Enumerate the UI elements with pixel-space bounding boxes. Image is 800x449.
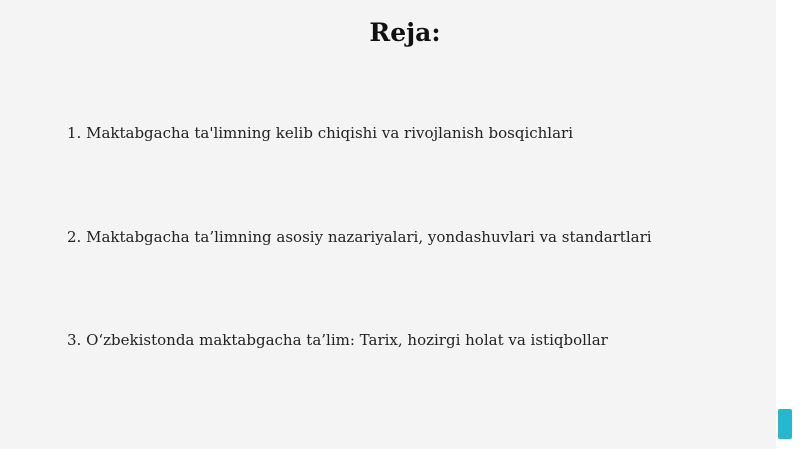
plan-item-1: 1. Maktabgacha ta'limning kelib chiqishi va rivojlanish bosqichlari (67, 124, 574, 142)
slide-title: Reja: (369, 18, 441, 47)
plan-item-2: 2. Maktabgacha ta’limning asosiy nazariyalari, yondashuvlari va standartlari (67, 228, 652, 246)
scrollbar-track[interactable] (776, 0, 800, 449)
scrollbar-thumb[interactable] (778, 409, 792, 439)
plan-item-3: 3. O‘zbekistonda maktabgacha ta’lim: Tarix, hozirgi holat va istiqbollar (67, 331, 608, 349)
